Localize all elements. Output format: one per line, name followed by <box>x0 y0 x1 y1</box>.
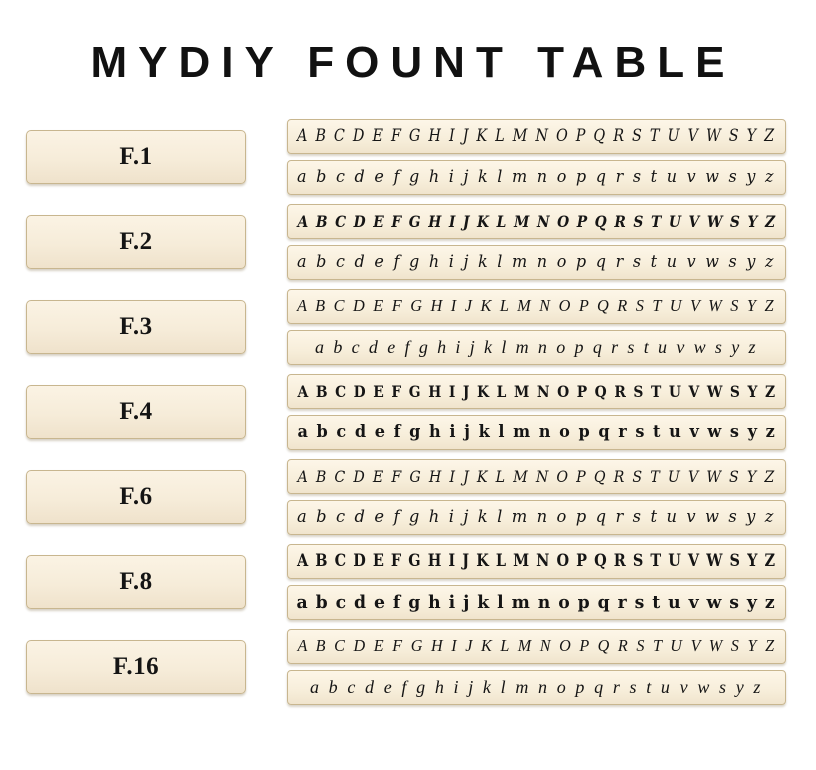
lowercase-strip[interactable] <box>287 670 786 705</box>
lowercase-strip[interactable] <box>287 330 786 365</box>
font-row-f6 <box>0 454 816 539</box>
font-sample-strips <box>287 459 786 535</box>
lowercase-glyphs: a b c d e f g h i j k l m n o p q r s t u v w s y z <box>315 336 758 357</box>
font-sample-strips <box>287 289 786 365</box>
lowercase-glyphs: a b c d e f g h i j k l m n o p q r s t u v w s y z <box>297 252 776 272</box>
font-label: F.6 <box>119 482 153 510</box>
font-label-plate[interactable] <box>26 470 246 524</box>
font-sample-strips <box>287 544 786 620</box>
font-label: F.4 <box>119 397 153 425</box>
lowercase-glyphs: a b c d e f g h i j k l m n o p q r s t u v w s y z <box>296 591 777 613</box>
font-row-f1 <box>0 114 816 199</box>
font-label-plate[interactable] <box>26 385 246 439</box>
uppercase-glyphs: A B C D E F G H I J K L M N O P Q R S T U V W S Y Z <box>297 381 776 401</box>
font-rows <box>0 114 816 709</box>
font-label-plate[interactable] <box>26 640 246 694</box>
font-label-plate[interactable] <box>26 555 246 609</box>
lowercase-strip[interactable] <box>287 160 786 195</box>
font-row-f8 <box>0 539 816 624</box>
uppercase-strip[interactable] <box>287 289 786 324</box>
uppercase-glyphs: A B C D E F G H I J K L M N O P Q R S T U V W S Y Z <box>297 466 776 486</box>
font-sample-strips <box>287 119 786 195</box>
uppercase-strip[interactable] <box>287 629 786 664</box>
uppercase-glyphs: A B C D E F G H I J K L M N O P Q R S T U V W S Y Z <box>297 296 776 315</box>
uppercase-strip[interactable] <box>287 459 786 494</box>
uppercase-glyphs: A B C D E F G H I J K L M N O P Q R S T U V W S Y Z <box>296 551 777 571</box>
font-row-f4 <box>0 369 816 454</box>
uppercase-strip[interactable] <box>287 119 786 154</box>
page-title: MYDIY FOUNT TABLE <box>90 38 736 87</box>
uppercase-strip[interactable] <box>287 544 786 579</box>
font-row-f2 <box>0 199 816 284</box>
lowercase-strip[interactable] <box>287 245 786 280</box>
font-sample-strips <box>287 374 786 450</box>
lowercase-strip[interactable] <box>287 585 786 620</box>
font-label-plate[interactable] <box>26 300 246 354</box>
font-row-f16 <box>0 624 816 709</box>
lowercase-glyphs: a b c d e f g h i j k l m n o p q r s t u v w s y z <box>297 167 776 187</box>
lowercase-glyphs: a b c d e f g h i j k l m n o p q r s t u v w s y z <box>309 676 764 697</box>
font-label: F.16 <box>112 652 160 680</box>
font-sample-strips <box>287 204 786 280</box>
font-label-plate[interactable] <box>26 130 246 184</box>
uppercase-strip[interactable] <box>287 204 786 239</box>
font-label: F.1 <box>119 142 153 170</box>
uppercase-glyphs: A B C D E F G H I J K L M N O P Q R S T U V W S Y Z <box>297 126 776 146</box>
font-row-f3 <box>0 284 816 369</box>
font-label-plate[interactable] <box>26 215 246 269</box>
uppercase-strip[interactable] <box>287 374 786 409</box>
font-label: F.3 <box>119 312 153 340</box>
uppercase-glyphs: A B C D E F G H I J K L M N O P Q R S T U V W S Y Z <box>297 636 776 655</box>
lowercase-strip[interactable] <box>287 415 786 450</box>
font-sample-strips <box>287 629 786 705</box>
font-label: F.2 <box>119 227 153 255</box>
lowercase-strip[interactable] <box>287 500 786 535</box>
lowercase-glyphs: a b c d e f g h i j k l m n o p q r s t u v w s y z <box>297 507 776 527</box>
uppercase-glyphs: A B C D E F G H I J K L M N O P Q R S T U V W S Y Z <box>297 211 776 231</box>
lowercase-glyphs: a b c d e f g h i j k l m n o p q r s t u v w s y z <box>297 422 776 442</box>
font-label: F.8 <box>119 567 153 595</box>
